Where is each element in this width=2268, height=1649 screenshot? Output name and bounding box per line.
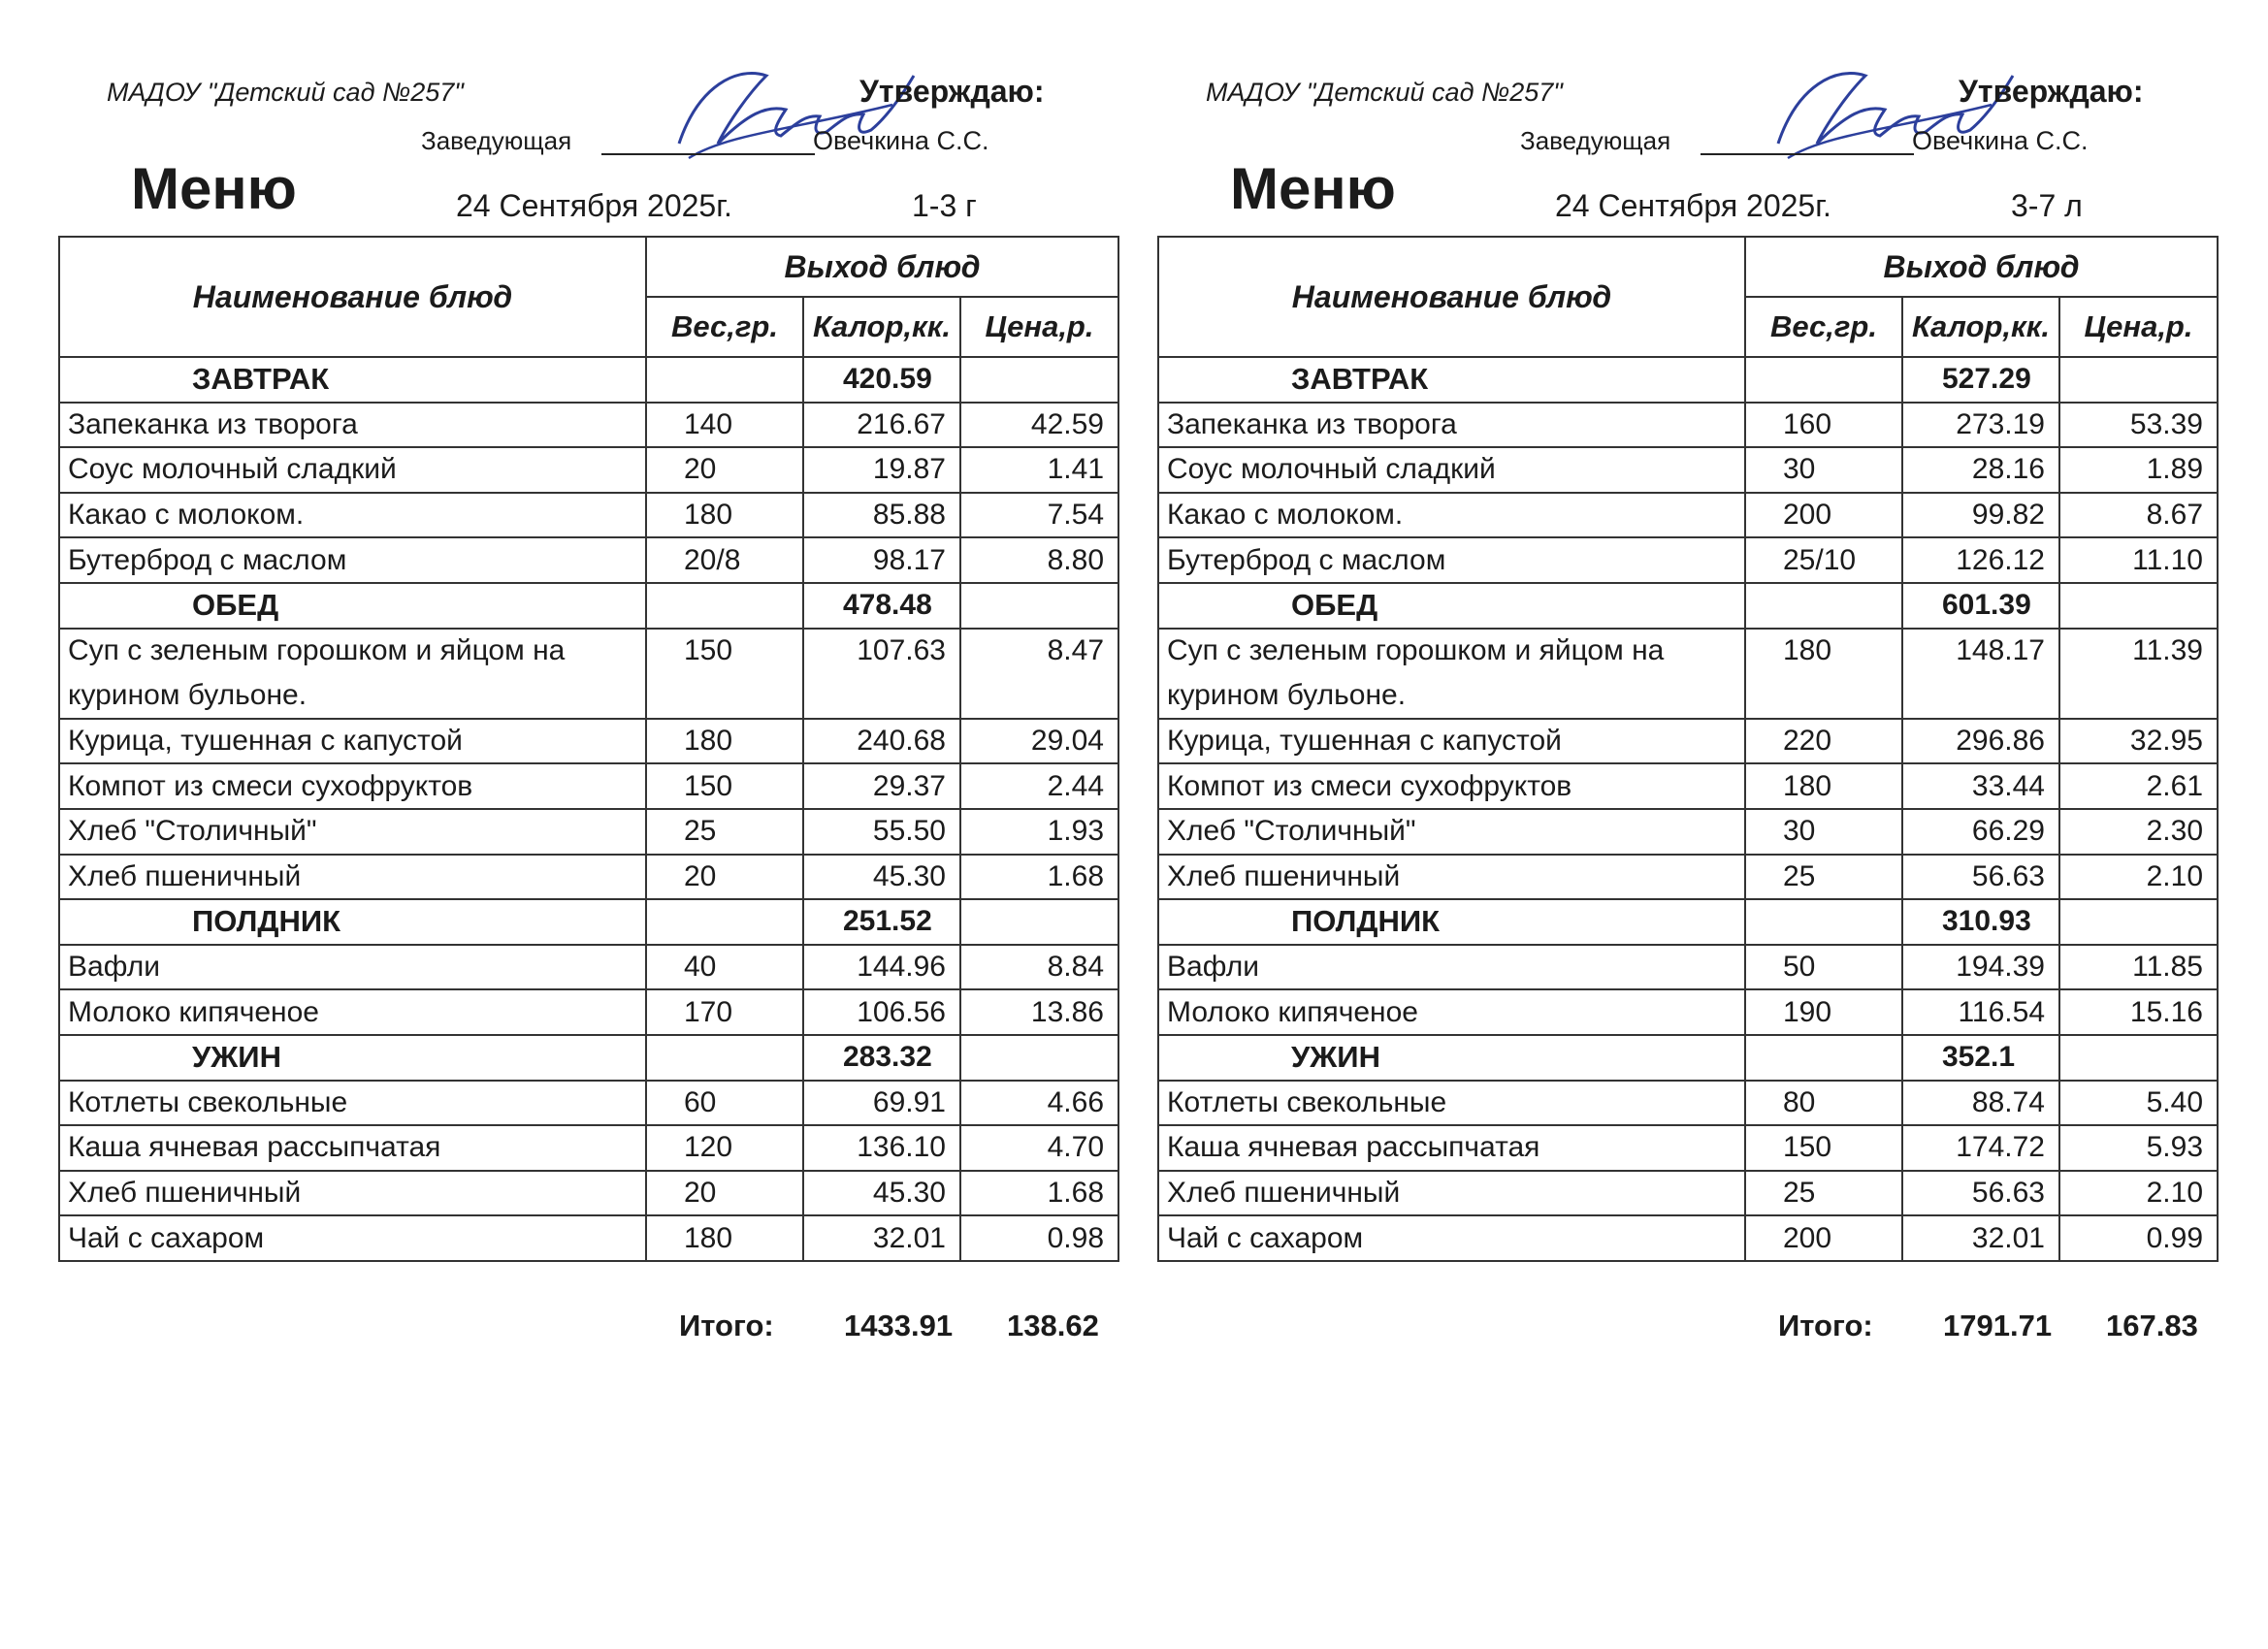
section-weight xyxy=(1745,899,1902,945)
dish-weight: 20 xyxy=(646,855,803,900)
section-kcal: 601.39 xyxy=(1902,583,2059,629)
table-row xyxy=(1158,1215,2218,1261)
dish-name: курином бульоне. xyxy=(1158,673,1745,719)
table-row xyxy=(59,629,1118,674)
section-name: ОБЕД xyxy=(59,583,646,629)
table-row xyxy=(1158,809,2218,855)
dish-price: 8.80 xyxy=(960,537,1118,583)
dish-price: 29.04 xyxy=(960,719,1118,764)
menu-date: 24 Сентября 2025г. xyxy=(1555,188,1831,223)
director-name: Овечкина С.С. xyxy=(1912,126,2089,155)
dish-price: 2.44 xyxy=(960,763,1118,809)
totals-label: Итого: xyxy=(679,1309,774,1342)
table-row xyxy=(59,719,1118,764)
dish-name: Бутерброд с маслом xyxy=(59,537,646,583)
totals-price: 167.83 xyxy=(2106,1309,2198,1342)
dish-weight: 25 xyxy=(646,809,803,855)
dish-weight: 25 xyxy=(1745,1171,1902,1216)
dish-name: Компот из смеси сухофруктов xyxy=(59,763,646,809)
dish-kcal: 85.88 xyxy=(803,493,960,538)
dish-kcal: 144.96 xyxy=(803,945,960,990)
dish-name: Котлеты свекольные xyxy=(59,1081,646,1126)
header-output: Выход блюд xyxy=(646,237,1118,297)
dish-weight: 180 xyxy=(646,1215,803,1261)
header-weight: Вес,гр. xyxy=(1745,297,1902,357)
dish-weight: 60 xyxy=(646,1081,803,1126)
dish-weight: 40 xyxy=(646,945,803,990)
section-weight xyxy=(646,1035,803,1081)
dish-price: 8.47 xyxy=(960,629,1118,674)
header-price: Цена,р. xyxy=(2059,297,2218,357)
organization-name: МАДОУ "Детский сад №257" xyxy=(107,78,464,107)
dish-price: 5.40 xyxy=(2059,1081,2218,1126)
dish-price: 11.39 xyxy=(2059,629,2218,674)
dish-name: Бутерброд с маслом xyxy=(1158,537,1745,583)
menu-sheet-3-7 xyxy=(1157,0,2224,1377)
section-row-breakfast xyxy=(59,357,1118,403)
section-row-dinner xyxy=(59,1035,1118,1081)
section-row-snack xyxy=(59,899,1118,945)
section-price xyxy=(2059,357,2218,403)
dish-weight: 160 xyxy=(1745,403,1902,448)
menu-table xyxy=(1157,236,2219,1262)
section-weight xyxy=(646,583,803,629)
section-name: УЖИН xyxy=(59,1035,646,1081)
dish-price: 2.61 xyxy=(2059,763,2218,809)
dish-weight: 150 xyxy=(646,763,803,809)
dish-kcal: 56.63 xyxy=(1902,855,2059,900)
table-row xyxy=(1158,855,2218,900)
table-row xyxy=(59,809,1118,855)
dish-kcal: 116.54 xyxy=(1902,989,2059,1035)
table-row xyxy=(59,945,1118,990)
section-kcal: 283.32 xyxy=(803,1035,960,1081)
section-kcal: 251.52 xyxy=(803,899,960,945)
dish-name: Вафли xyxy=(1158,945,1745,990)
table-row xyxy=(1158,1125,2218,1171)
dish-name: Котлеты свекольные xyxy=(1158,1081,1745,1126)
dish-kcal xyxy=(1902,673,2059,719)
dish-name: Запеканка из творога xyxy=(1158,403,1745,448)
dish-weight: 190 xyxy=(1745,989,1902,1035)
dish-weight: 150 xyxy=(646,629,803,674)
dish-kcal: 45.30 xyxy=(803,855,960,900)
dish-name: Суп с зеленым горошком и яйцом на xyxy=(59,629,646,674)
signature-line xyxy=(1701,153,1914,155)
dish-price: 13.86 xyxy=(960,989,1118,1035)
dish-price: 0.98 xyxy=(960,1215,1118,1261)
table-row xyxy=(59,493,1118,538)
table-row xyxy=(59,1125,1118,1171)
menu-date: 24 Сентября 2025г. xyxy=(456,188,732,223)
section-kcal: 310.93 xyxy=(1902,899,2059,945)
table-row xyxy=(59,989,1118,1035)
dish-weight xyxy=(1745,673,1902,719)
section-price xyxy=(960,1035,1118,1081)
menu-title: Меню xyxy=(131,156,297,221)
approve-label: Утверждаю: xyxy=(859,74,1045,109)
table-row xyxy=(1158,719,2218,764)
dish-price: 7.54 xyxy=(960,493,1118,538)
dish-price: 5.93 xyxy=(2059,1125,2218,1171)
header-price: Цена,р. xyxy=(960,297,1118,357)
dish-name: Вафли xyxy=(59,945,646,990)
dish-weight: 180 xyxy=(646,493,803,538)
section-price xyxy=(2059,1035,2218,1081)
dish-weight: 25/10 xyxy=(1745,537,1902,583)
dish-kcal: 29.37 xyxy=(803,763,960,809)
dish-name: Хлеб пшеничный xyxy=(59,1171,646,1216)
signature-line xyxy=(601,153,815,155)
dish-kcal: 174.72 xyxy=(1902,1125,2059,1171)
dish-weight: 170 xyxy=(646,989,803,1035)
section-row-dinner xyxy=(1158,1035,2218,1081)
header-kcal: Калор,кк. xyxy=(1902,297,2059,357)
table-row xyxy=(1158,629,2218,674)
section-name: ЗАВТРАК xyxy=(1158,357,1745,403)
dish-price xyxy=(2059,673,2218,719)
dish-weight: 20 xyxy=(646,447,803,493)
dish-weight: 200 xyxy=(1745,1215,1902,1261)
section-price xyxy=(960,583,1118,629)
dish-kcal: 32.01 xyxy=(1902,1215,2059,1261)
dish-weight: 140 xyxy=(646,403,803,448)
dish-price: 4.70 xyxy=(960,1125,1118,1171)
dish-weight: 20/8 xyxy=(646,537,803,583)
dish-name: курином бульоне. xyxy=(59,673,646,719)
section-name: ПОЛДНИК xyxy=(1158,899,1745,945)
dish-name: Хлеб "Столичный" xyxy=(59,809,646,855)
table-row xyxy=(59,855,1118,900)
dish-kcal: 28.16 xyxy=(1902,447,2059,493)
dish-name: Запеканка из творога xyxy=(59,403,646,448)
section-weight xyxy=(1745,357,1902,403)
dish-name: Соус молочный сладкий xyxy=(1158,447,1745,493)
dish-price: 8.84 xyxy=(960,945,1118,990)
menu-table xyxy=(58,236,1119,1262)
table-row xyxy=(1158,1081,2218,1126)
dish-kcal: 88.74 xyxy=(1902,1081,2059,1126)
table-row xyxy=(1158,403,2218,448)
dish-kcal: 148.17 xyxy=(1902,629,2059,674)
section-row-snack xyxy=(1158,899,2218,945)
dish-weight: 180 xyxy=(1745,763,1902,809)
dish-kcal: 216.67 xyxy=(803,403,960,448)
dish-kcal: 66.29 xyxy=(1902,809,2059,855)
dish-name: Компот из смеси сухофруктов xyxy=(1158,763,1745,809)
header-dish-name: Наименование блюд xyxy=(59,237,646,357)
section-kcal: 352.1 xyxy=(1902,1035,2059,1081)
dish-weight xyxy=(646,673,803,719)
dish-price: 32.95 xyxy=(2059,719,2218,764)
age-group: 3-7 л xyxy=(2011,188,2083,223)
dish-weight: 200 xyxy=(1745,493,1902,538)
dish-name: Суп с зеленым горошком и яйцом на xyxy=(1158,629,1745,674)
section-price xyxy=(2059,899,2218,945)
table-row xyxy=(59,763,1118,809)
table-row xyxy=(1158,1171,2218,1216)
dish-kcal: 126.12 xyxy=(1902,537,2059,583)
dish-kcal: 32.01 xyxy=(803,1215,960,1261)
dish-price: 1.89 xyxy=(2059,447,2218,493)
table-row xyxy=(59,447,1118,493)
dish-kcal: 33.44 xyxy=(1902,763,2059,809)
section-weight xyxy=(646,357,803,403)
section-price xyxy=(960,357,1118,403)
dish-name: Какао с молоком. xyxy=(1158,493,1745,538)
dish-price: 8.67 xyxy=(2059,493,2218,538)
dish-kcal xyxy=(803,673,960,719)
dish-name: Соус молочный сладкий xyxy=(59,447,646,493)
section-kcal: 420.59 xyxy=(803,357,960,403)
section-price xyxy=(2059,583,2218,629)
dish-price: 2.10 xyxy=(2059,1171,2218,1216)
section-price xyxy=(960,899,1118,945)
dish-weight: 150 xyxy=(1745,1125,1902,1171)
dish-kcal: 106.56 xyxy=(803,989,960,1035)
dish-name: Какао с молоком. xyxy=(59,493,646,538)
dish-price: 2.10 xyxy=(2059,855,2218,900)
dish-name: Каша ячневая рассыпчатая xyxy=(59,1125,646,1171)
section-name: ЗАВТРАК xyxy=(59,357,646,403)
dish-weight: 220 xyxy=(1745,719,1902,764)
dish-kcal: 107.63 xyxy=(803,629,960,674)
dish-kcal: 296.86 xyxy=(1902,719,2059,764)
dish-price xyxy=(960,673,1118,719)
table-row xyxy=(1158,989,2218,1035)
dish-name: Курица, тушенная с капустой xyxy=(59,719,646,764)
dish-name: Каша ячневая рассыпчатая xyxy=(1158,1125,1745,1171)
section-weight xyxy=(1745,583,1902,629)
dish-price: 11.85 xyxy=(2059,945,2218,990)
dish-price: 15.16 xyxy=(2059,989,2218,1035)
dish-name: Хлеб пшеничный xyxy=(1158,855,1745,900)
table-row xyxy=(59,673,1118,719)
table-row xyxy=(1158,447,2218,493)
table-row xyxy=(59,1215,1118,1261)
section-weight xyxy=(1745,1035,1902,1081)
organization-name: МАДОУ "Детский сад №257" xyxy=(1206,78,1563,107)
dish-price: 1.68 xyxy=(960,1171,1118,1216)
table-row xyxy=(59,1081,1118,1126)
section-row-lunch xyxy=(1158,583,2218,629)
dish-kcal: 56.63 xyxy=(1902,1171,2059,1216)
table-row xyxy=(1158,537,2218,583)
dish-name: Хлеб пшеничный xyxy=(59,855,646,900)
dish-kcal: 19.87 xyxy=(803,447,960,493)
dish-name: Молоко кипяченое xyxy=(1158,989,1745,1035)
dish-price: 2.30 xyxy=(2059,809,2218,855)
table-row xyxy=(59,1171,1118,1216)
dish-price: 53.39 xyxy=(2059,403,2218,448)
dish-kcal: 69.91 xyxy=(803,1081,960,1126)
totals-price: 138.62 xyxy=(1007,1309,1099,1342)
header-weight: Вес,гр. xyxy=(646,297,803,357)
dish-name: Чай с сахаром xyxy=(1158,1215,1745,1261)
table-row xyxy=(1158,493,2218,538)
dish-kcal: 45.30 xyxy=(803,1171,960,1216)
dish-weight: 30 xyxy=(1745,447,1902,493)
dish-kcal: 98.17 xyxy=(803,537,960,583)
director-title: Заведующая xyxy=(421,126,572,155)
approve-label: Утверждаю: xyxy=(1959,74,2144,109)
dish-price: 4.66 xyxy=(960,1081,1118,1126)
dish-price: 1.93 xyxy=(960,809,1118,855)
dish-weight: 20 xyxy=(646,1171,803,1216)
dish-weight: 30 xyxy=(1745,809,1902,855)
dish-kcal: 240.68 xyxy=(803,719,960,764)
section-row-breakfast xyxy=(1158,357,2218,403)
header-dish-name: Наименование блюд xyxy=(1158,237,1745,357)
dish-price: 1.41 xyxy=(960,447,1118,493)
dish-name: Хлеб "Столичный" xyxy=(1158,809,1745,855)
dish-name: Чай с сахаром xyxy=(59,1215,646,1261)
dish-price: 1.68 xyxy=(960,855,1118,900)
dish-kcal: 99.82 xyxy=(1902,493,2059,538)
dish-price: 0.99 xyxy=(2059,1215,2218,1261)
dish-weight: 180 xyxy=(646,719,803,764)
dish-weight: 25 xyxy=(1745,855,1902,900)
section-weight xyxy=(646,899,803,945)
totals-kcal: 1791.71 xyxy=(1943,1309,2053,1342)
totals-label: Итого: xyxy=(1778,1309,1873,1342)
table-row xyxy=(59,537,1118,583)
section-kcal: 478.48 xyxy=(803,583,960,629)
header-kcal: Калор,кк. xyxy=(803,297,960,357)
director-name: Овечкина С.С. xyxy=(813,126,989,155)
table-row xyxy=(59,403,1118,448)
dish-kcal: 55.50 xyxy=(803,809,960,855)
dish-price: 11.10 xyxy=(2059,537,2218,583)
dish-price: 42.59 xyxy=(960,403,1118,448)
dish-name: Молоко кипяченое xyxy=(59,989,646,1035)
section-row-lunch xyxy=(59,583,1118,629)
section-name: ОБЕД xyxy=(1158,583,1745,629)
dish-kcal: 273.19 xyxy=(1902,403,2059,448)
dish-weight: 50 xyxy=(1745,945,1902,990)
dish-weight: 120 xyxy=(646,1125,803,1171)
menu-sheet-1-3 xyxy=(58,0,1125,1377)
dish-kcal: 136.10 xyxy=(803,1125,960,1171)
dish-name: Хлеб пшеничный xyxy=(1158,1171,1745,1216)
dish-weight: 80 xyxy=(1745,1081,1902,1126)
section-name: УЖИН xyxy=(1158,1035,1745,1081)
dish-kcal: 194.39 xyxy=(1902,945,2059,990)
dish-name: Курица, тушенная с капустой xyxy=(1158,719,1745,764)
section-name: ПОЛДНИК xyxy=(59,899,646,945)
totals-kcal: 1433.91 xyxy=(844,1309,954,1342)
table-row xyxy=(1158,673,2218,719)
menu-title: Меню xyxy=(1230,156,1396,221)
dish-weight: 180 xyxy=(1745,629,1902,674)
table-row xyxy=(1158,763,2218,809)
section-kcal: 527.29 xyxy=(1902,357,2059,403)
age-group: 1-3 г xyxy=(912,188,977,223)
header-output: Выход блюд xyxy=(1745,237,2218,297)
director-title: Заведующая xyxy=(1520,126,1671,155)
table-row xyxy=(1158,945,2218,990)
